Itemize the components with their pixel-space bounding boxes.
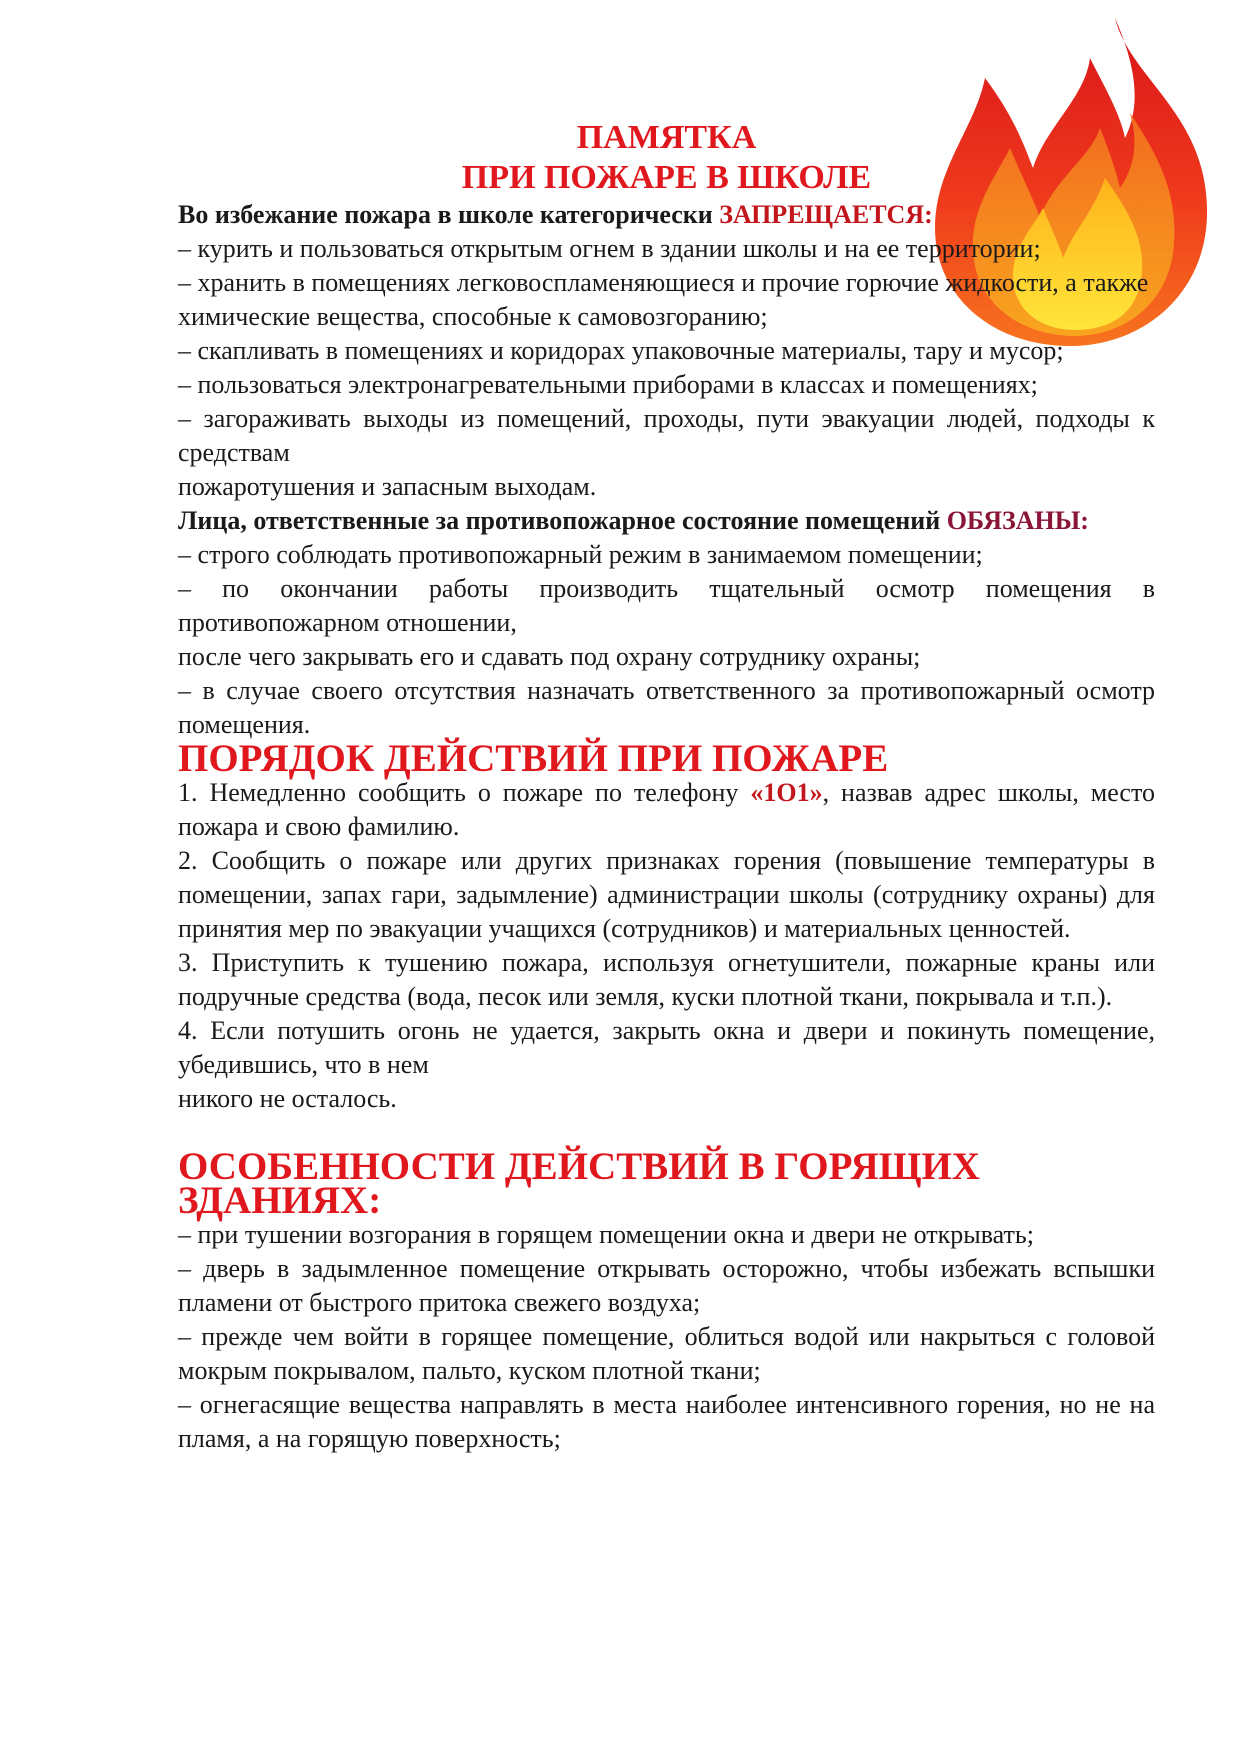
procedure-section	[178, 737, 1155, 1116]
features-section	[178, 1145, 1155, 1456]
list-item: химические вещества, способные к самовозгоранию;	[178, 302, 768, 331]
list-item: после чего закрывать его и сдавать под охрану сотруднику охраны;	[178, 642, 921, 671]
features-heading: ОСОБЕННОСТИ ДЕЙСТВИЙ В ГОРЯЩИХ ЗДАНИЯХ:	[178, 1145, 980, 1222]
list-item: пожаротушения и запасным выходам.	[178, 472, 597, 501]
list-item: – хранить в помещениях легковоспламеняющиеся и прочие горючие жидкости, а также	[178, 268, 1149, 297]
list-item: – при тушении возгорания в горящем помещении окна и двери не открывать;	[178, 1220, 1034, 1249]
list-item: – скапливать в помещениях и коридорах упаковочные материалы, тару и мусор;	[178, 336, 1064, 365]
procedure-step: 3. Приступить к тушению пожара, используя огнетушители, пожарные краны или подручные средства (вода, песок или земля, куски плотной ткани, покрывала и т.п.).	[178, 948, 1155, 1011]
responsible-intro-text: Лица, ответственные за противопожарное состояние помещений	[178, 506, 947, 535]
procedure-step-1	[178, 776, 1155, 844]
page-title	[178, 118, 1155, 198]
list-item: – загораживать выходы из помещений, проходы, пути эвакуации людей, подходы к средствам	[178, 404, 1155, 467]
list-item: – курить и пользоваться открытым огнем в здании школы и на ее территории;	[178, 234, 1041, 263]
memo-document	[178, 118, 1155, 1456]
list-item: – в случае своего отсутствия назначать ответственного за противопожарный осмотр помещения.	[178, 676, 1155, 739]
responsible-section	[178, 504, 1155, 742]
title-line-1: ПАМЯТКА	[576, 119, 757, 156]
list-item: – дверь в задымленное помещение открывать осторожно, чтобы избежать вспышки пламени от быстрого притока свежего воздуха;	[178, 1254, 1155, 1317]
list-item: – строго соблюдать противопожарный режим в занимаемом помещении;	[178, 540, 983, 569]
emergency-phone: «1О1»	[750, 778, 823, 807]
title-line-2: ПРИ ПОЖАРЕ В ШКОЛЕ	[461, 159, 872, 196]
prohibited-intro	[178, 198, 1155, 232]
list-item: – по окончании работы производить тщательный осмотр помещения в противопожарном отношении,	[178, 574, 1155, 637]
step-1-text: 1. Немедленно сообщить о пожаре по телефону	[178, 778, 751, 807]
list-item: – пользоваться электронагревательными приборами в классах и помещениях;	[178, 370, 1038, 399]
list-item: – огнегасящие вещества направлять в места наиболее интенсивного горения, но не на пламя, а на горящую поверхность;	[178, 1390, 1155, 1453]
responsible-accent: ОБЯЗАНЫ:	[946, 506, 1089, 535]
prohibited-intro-text: Во избежание пожара в школе категорически	[178, 200, 720, 229]
procedure-step: 2. Сообщить о пожаре или других признаках горения (повышение температуры в помещении, запах гари, задымление) администрации школы (сотруднику охраны) для принятия мер по эвакуации учащихся (сотрудников) и материальных ценностей.	[178, 846, 1155, 943]
procedure-step: 4. Если потушить огонь не удается, закрыть окна и двери и покинуть помещение, убедившись, что в нем	[178, 1016, 1155, 1079]
responsible-intro	[178, 504, 1155, 538]
procedure-heading: ПОРЯДОК ДЕЙСТВИЙ ПРИ ПОЖАРЕ	[178, 737, 889, 780]
prohibited-section	[178, 198, 1155, 504]
procedure-step: никого не осталось.	[178, 1084, 397, 1113]
step-1-text-end: , назвав адрес школы, место пожара и свою фамилию.	[178, 778, 1155, 841]
list-item: – прежде чем войти в горящее помещение, облиться водой или накрыться с головой мокрым покрывалом, пальто, куском плотной ткани;	[178, 1322, 1155, 1385]
prohibited-accent: ЗАПРЕЩАЕТСЯ:	[719, 200, 933, 229]
